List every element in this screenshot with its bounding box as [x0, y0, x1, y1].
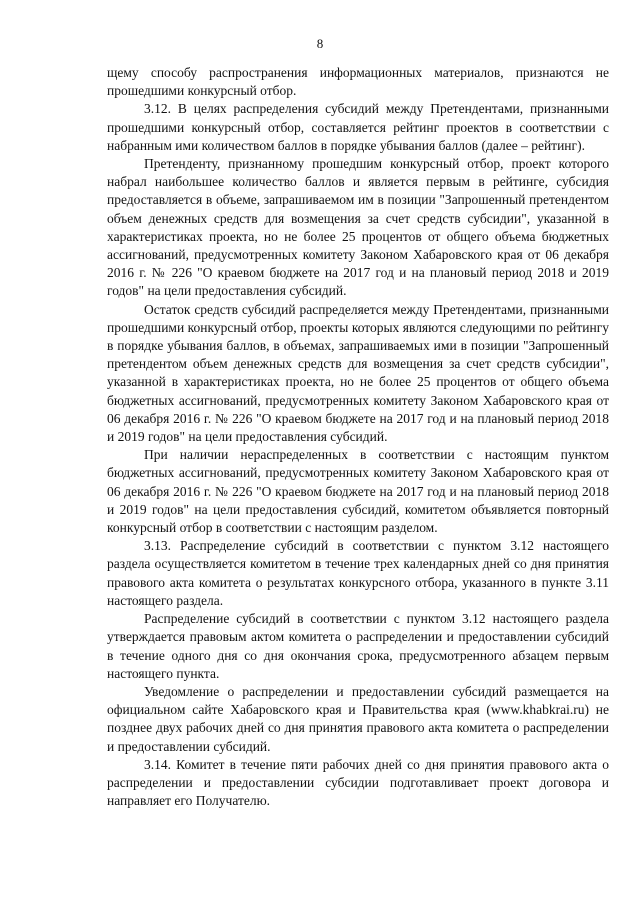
- page-number: 8: [316, 36, 324, 51]
- document-body: [107, 64, 609, 810]
- paragraph-3-13: 3.13. Распределение субсидий в соответствии с пунктом 3.12 настоящего раздела осуществляется комитетом в течение трех календарных дней со дня принятия правового акта комитета о результатах конкурсного отбора, указанного в пункте 3.11 настоящего раздела.: [107, 538, 609, 608]
- paragraph-3-12: 3.12. В целях распределения субсидий между Претендентами, признанными прошедшими конкурсный отбор, составляется рейтинг проектов в соответствии с набранным ими количеством баллов в порядке убывания баллов (далее – рейтинг).: [107, 101, 609, 153]
- paragraph-remaining-funds: Остаток средств субсидий распределяется между Претендентами, признанными прошедшими конкурсный отбор, проекты которых являются следующими по рейтингу в порядке убывания баллов, в объемах, запрашиваемых ими в позиции "Запрошенный претендентом объем денежных средств для возмещения за счет средств субсидии", указанной в характеристиках проекта, но не более 25 процентов от общего объема бюджетных ассигнований, предусмотренных комитету Законом Хабаровского края от 06 декабря 2016 г. № 226 "О краевом бюджете на 2017 год и на плановый период 2018 и 2019 годов" на цели предоставления субсидий.: [107, 301, 609, 445]
- paragraph-first-applicant: Претенденту, признанному прошедшим конкурсный отбор, проект которого набрал наибольшее количество баллов и является первым в рейтинге, субсидия предоставляется в объеме, запрашиваемом им в позиции "Запрошенный претендентом объем денежных средств для возмещения за счет средств субсидии", указанной в характеристиках проекта, но не более 25 процентов от общего объема бюджетных ассигнований, предусмотренных комитету Законом Хабаровского края от 06 декабря 2016 г. № 226 "О краевом бюджете на 2017 год и на плановый период 2018 и 2019 годов" на цели предоставления субсидий.: [107, 156, 609, 299]
- paragraph-notification: Уведомление о распределении и предоставлении субсидий размещается на официальном сайте Хабаровского края и Правительства края (www.khabkrai.ru) не позднее двух рабочих дней со дня принятия правового акта комитета о распределении и предоставлении субсидий.: [107, 683, 609, 754]
- paragraph-continuation: щему способу распространения информационных материалов, признаются не прошедшими конкурсный отбор.: [107, 65, 609, 99]
- paragraph-repeat-selection: При наличии нераспределенных в соответствии с настоящим пунктом бюджетных ассигнований, предусмотренных комитету Законом Хабаровского края от 06 декабря 2016 г. № 226 "О краевом бюджете на 2017 год и на плановый период 2018 и 2019 годов" на цели предоставления субсидий, комитетом объявляется повторный конкурсный отбор в соответствии с настоящим разделом.: [107, 447, 609, 536]
- paragraph-3-14: 3.14. Комитет в течение пяти рабочих дней со дня принятия правового акта о распределении и предоставлении субсидии подготавливает проект договора и направляет его Получателю.: [107, 756, 609, 809]
- paragraph-distribution-approval: Распределение субсидий в соответствии с пунктом 3.12 настоящего раздела утверждается правовым актом комитета о распределении и предоставлении субсидий в течение одного дня со дня окончания срока, предусмотренного абзацем первым настоящего пункта.: [107, 611, 609, 681]
